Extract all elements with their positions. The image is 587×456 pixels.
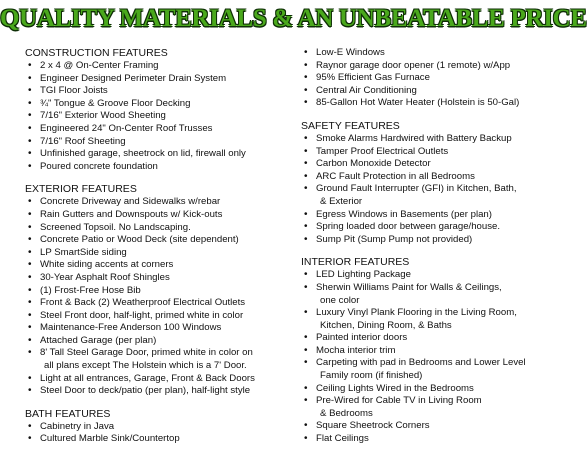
- list-item: • Flat Ceilings: [301, 433, 571, 446]
- construction-section: [25, 47, 293, 173]
- list-item: • Sherwin Williams Paint for Walls & Ceilings,: [301, 282, 571, 295]
- list-item: • (1) Frost-Free Hose Bib: [25, 285, 293, 298]
- interior-list: [301, 269, 571, 445]
- list-item: • Sump Pit (Sump Pump not provided): [301, 234, 571, 247]
- list-item: • Tamper Proof Electrical Outlets: [301, 146, 571, 159]
- list-item: • Concrete Patio or Wood Deck (site dependent): [25, 234, 293, 247]
- list-item: • Light at all entrances, Garage, Front & Back Doors: [25, 373, 293, 386]
- list-item: • Painted interior doors: [301, 332, 571, 345]
- list-item: • Pre-Wired for Cable TV in Living Room: [301, 395, 571, 408]
- list-item-continuation: Kitchen, Dining Room, & Baths: [320, 319, 452, 331]
- list-item-continuation: & Bedrooms: [320, 407, 373, 419]
- list-item: • 85-Gallon Hot Water Heater (Holstein is 50-Gal): [301, 97, 571, 110]
- list-item: • 30-Year Asphalt Roof Shingles: [25, 272, 293, 285]
- list-item: • LED Lighting Package: [301, 269, 571, 282]
- list-item: • Carpeting with pad in Bedrooms and Lower Level: [301, 357, 571, 370]
- list-item: • Engineered 24" On-Center Roof Trusses: [25, 123, 293, 136]
- safety-section: [301, 120, 571, 246]
- safety-list: [301, 133, 571, 246]
- interior-section: [301, 256, 571, 445]
- list-item: • Cultured Marble Sink/Countertop: [25, 433, 293, 446]
- list-item: • Square Sheetrock Corners: [301, 420, 571, 433]
- list-item: • Central Air Conditioning: [301, 85, 571, 98]
- list-item: • Engineer Designed Perimeter Drain System: [25, 73, 293, 86]
- list-item: • ARC Fault Protection in all Bedrooms: [301, 171, 571, 184]
- list-item: • Egress Windows in Basements (per plan): [301, 209, 571, 222]
- mechanical-list: [301, 47, 571, 110]
- right-column: [301, 47, 571, 456]
- list-item: • Front & Back (2) Weatherproof Electrical Outlets: [25, 297, 293, 310]
- interior-heading: INTERIOR FEATURES: [301, 256, 410, 269]
- list-item: • Carbon Monoxide Detector: [301, 158, 571, 171]
- list-item: • Low-E Windows: [301, 47, 571, 60]
- list-item: • Attached Garage (per plan): [25, 335, 293, 348]
- list-item: • Spring loaded door between garage/house.: [301, 221, 571, 234]
- page-title: QUALITY MATERIALS & AN UNBEATABLE PRICE: [0, 5, 587, 32]
- list-item: • LP SmartSide siding: [25, 247, 293, 260]
- list-item: • Ground Fault Interrupter (GFI) in Kitchen, Bath,: [301, 183, 571, 196]
- list-item-continuation: Family room (if finished): [320, 370, 423, 382]
- list-item: • Luxury Vinyl Plank Flooring in the Living Room,: [301, 307, 571, 320]
- list-item-continuation: one color: [320, 294, 360, 306]
- list-item: • Poured concrete foundation: [25, 161, 293, 174]
- list-item: • 95% Efficient Gas Furnace: [301, 72, 571, 85]
- bath-heading: BATH FEATURES: [25, 407, 111, 420]
- list-item: • Raynor garage door opener (1 remote) w/App: [301, 60, 571, 73]
- bath-list: [25, 421, 293, 446]
- list-item: • 7/16" Roof Sheeting: [25, 136, 293, 149]
- left-column: [25, 47, 293, 456]
- construction-list: [25, 60, 293, 173]
- list-item: • Ceiling Lights Wired in the Bedrooms: [301, 383, 571, 396]
- exterior-section: [25, 183, 293, 398]
- list-item: • Cabinetry in Java: [25, 421, 293, 434]
- exterior-heading: EXTERIOR FEATURES: [25, 183, 137, 196]
- list-item: • ¾" Tongue & Groove Floor Decking: [25, 98, 293, 111]
- list-item: • Screened Topsoil. No Landscaping.: [25, 222, 293, 235]
- safety-heading: SAFETY FEATURES: [301, 119, 400, 132]
- list-item-continuation: & Exterior: [320, 195, 363, 207]
- list-item: • Steel Front door, half-light, primed white in color: [25, 310, 293, 323]
- list-item-continuation: all plans except The Holstein which is a 7' Door.: [44, 360, 247, 372]
- list-item: • White siding accents at corners: [25, 259, 293, 272]
- list-item: • Concrete Driveway and Sidewalks w/rebar: [25, 196, 293, 209]
- exterior-list: [25, 196, 293, 398]
- list-item: • 7/16" Exterior Wood Sheeting: [25, 110, 293, 123]
- list-item: • Smoke Alarms Hardwired with Battery Backup: [301, 133, 571, 146]
- bath-section: [25, 408, 293, 446]
- list-item: • Steel Door to deck/patio (per plan), half-light style: [25, 385, 293, 398]
- list-item: • Unfinished garage, sheetrock on lid, firewall only: [25, 148, 293, 161]
- list-item: • Maintenance-Free Anderson 100 Windows: [25, 322, 293, 335]
- mechanical-section: [301, 47, 571, 110]
- list-item: • Mocha interior trim: [301, 345, 571, 358]
- construction-heading: CONSTRUCTION FEATURES: [25, 47, 168, 59]
- list-item: • Rain Gutters and Downspouts w/ Kick-outs: [25, 209, 293, 222]
- list-item: • 8' Tall Steel Garage Door, primed white in color on: [25, 347, 293, 360]
- list-item: • 2 x 4 @ On-Center Framing: [25, 60, 293, 73]
- list-item: • TGI Floor Joists: [25, 85, 293, 98]
